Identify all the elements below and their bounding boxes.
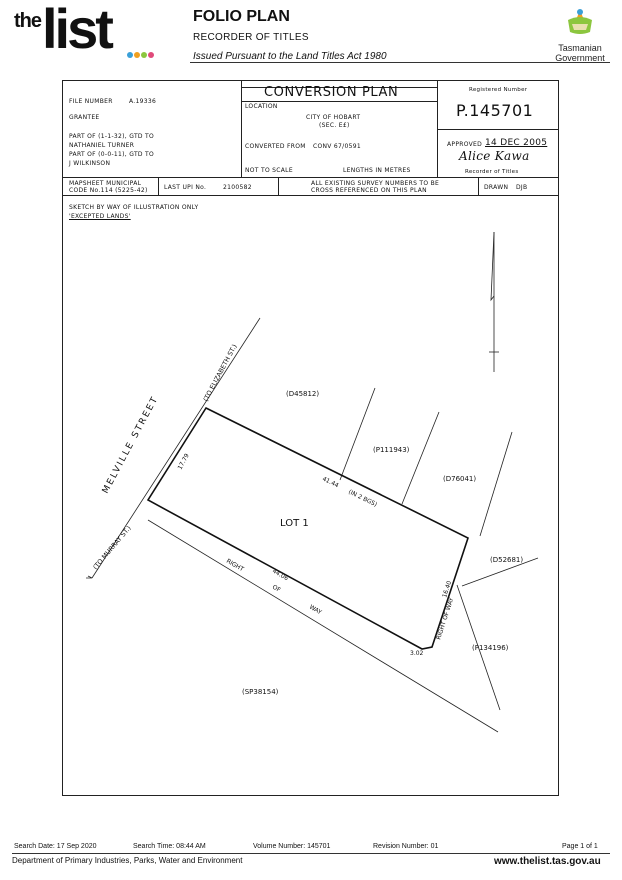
approved-date: 14 DEC 2005 (485, 138, 548, 148)
registered-label: Registered Number (469, 87, 528, 93)
parcel-label: (SP38154) (242, 688, 279, 696)
excepted-lands: 'EXCEPTED LANDS' (69, 213, 131, 220)
boundary-line (340, 388, 375, 480)
file-number: A.19336 (129, 98, 157, 105)
gov-line1: Tasmanian (558, 43, 602, 53)
last-upi-label: LAST UPI No. (164, 184, 207, 191)
search-date: Search Date: 17 Sep 2020 (14, 843, 97, 850)
street-direction: (TO MURRAY ST.) (91, 524, 133, 572)
lengths-note: LENGTHS IN METRES (343, 167, 411, 174)
survey-line2: CROSS REFERENCED ON THIS PLAN (311, 187, 427, 194)
location-label: LOCATION (245, 103, 278, 110)
grantee-label: GRANTEE (69, 114, 100, 121)
dimension-label: (IN 2 BGS) (347, 488, 379, 509)
footer-divider (12, 853, 610, 854)
mapsheet-line1: MAPSHEET MUNICIPAL (69, 180, 142, 187)
boundary-line (402, 412, 439, 504)
revision-number: Revision Number: 01 (373, 843, 439, 850)
grantee-line: PART OF (0-0-11), GTD TO (69, 151, 155, 158)
approved-label: APPROVED (447, 141, 483, 148)
right-of-way-side: RIGHT OF WAY (435, 596, 456, 641)
recorder-label: Recorder of Titles (465, 169, 519, 175)
street-arrow (86, 576, 92, 578)
sketch-note: SKETCH BY WAY OF ILLUSTRATION ONLY (69, 204, 199, 211)
dimension-label: 3.02 (410, 650, 424, 657)
drawn-by: DJB (516, 184, 528, 191)
logo-the-text: the (14, 10, 41, 32)
right-of-way-word: RIGHT (225, 557, 245, 574)
site-link[interactable]: www.thelist.tas.gov.au (494, 856, 601, 867)
parcel-label: (P134196) (472, 644, 509, 652)
gov-line2: Government (555, 53, 605, 63)
subtitle: RECORDER OF TITLES (193, 32, 309, 43)
converted-from-label: CONVERTED FROM (245, 143, 306, 150)
volume-number: Volume Number: 145701 (253, 843, 331, 850)
file-number-label: FILE NUMBER (69, 98, 113, 105)
location-line2: (SEC. E£) (319, 122, 350, 129)
logo-list-text: list (42, 0, 111, 60)
dimension-label: 44.06 (271, 567, 290, 583)
grantee-line: PART OF (1-1-32), GTD TO (69, 133, 155, 140)
signature: Alice Kawa (459, 149, 530, 163)
parcel-label: (D52681) (490, 556, 524, 564)
boundary-line (480, 432, 512, 536)
registered-number: P.145701 (456, 101, 534, 120)
drawn-label: DRAWN (484, 184, 509, 191)
right-of-way-word: WAY (308, 603, 323, 617)
search-time: Search Time: 08:44 AM (133, 843, 206, 850)
dimension-label: 17.79 (176, 452, 191, 471)
last-upi: 2100582 (223, 184, 252, 191)
grantee-line: NATHANIEL TURNER (69, 142, 135, 149)
department-name: Department of Primary Industries, Parks, Water and Environment (12, 856, 243, 865)
mapsheet-line2: CODE No.114 (5225-42) (69, 187, 148, 194)
street-name: MELVILLE STREET (100, 394, 161, 496)
not-to-scale: NOT TO SCALE (245, 167, 293, 174)
converted-from: CONV 67/0591 (313, 143, 361, 150)
parcel-label: (D45812) (286, 390, 320, 398)
dimension-label: 16.40 (441, 580, 454, 599)
survey-line1: ALL EXISTING SURVEY NUMBERS TO BE (311, 180, 440, 187)
dimension-label: 41.44 (321, 475, 340, 490)
lot-label: LOT 1 (280, 518, 309, 529)
plan-title: CONVERSION PLAN (264, 85, 399, 100)
parcel-label: (P111943) (373, 446, 410, 454)
grantee-line: J WILKINSON (69, 160, 111, 167)
parcel-label: (D76041) (443, 475, 477, 483)
location-line1: CITY OF HOBART (306, 114, 361, 121)
issued-note: Issued Pursuant to the Land Titles Act 1980 (193, 51, 387, 62)
page-number: Page 1 of 1 (562, 843, 598, 850)
north-arrow-head (491, 232, 494, 300)
right-of-way-word: OF (271, 583, 282, 594)
page-title: FOLIO PLAN (193, 8, 290, 25)
street-direction: (TO ELIZABETH ST.) (201, 342, 239, 403)
